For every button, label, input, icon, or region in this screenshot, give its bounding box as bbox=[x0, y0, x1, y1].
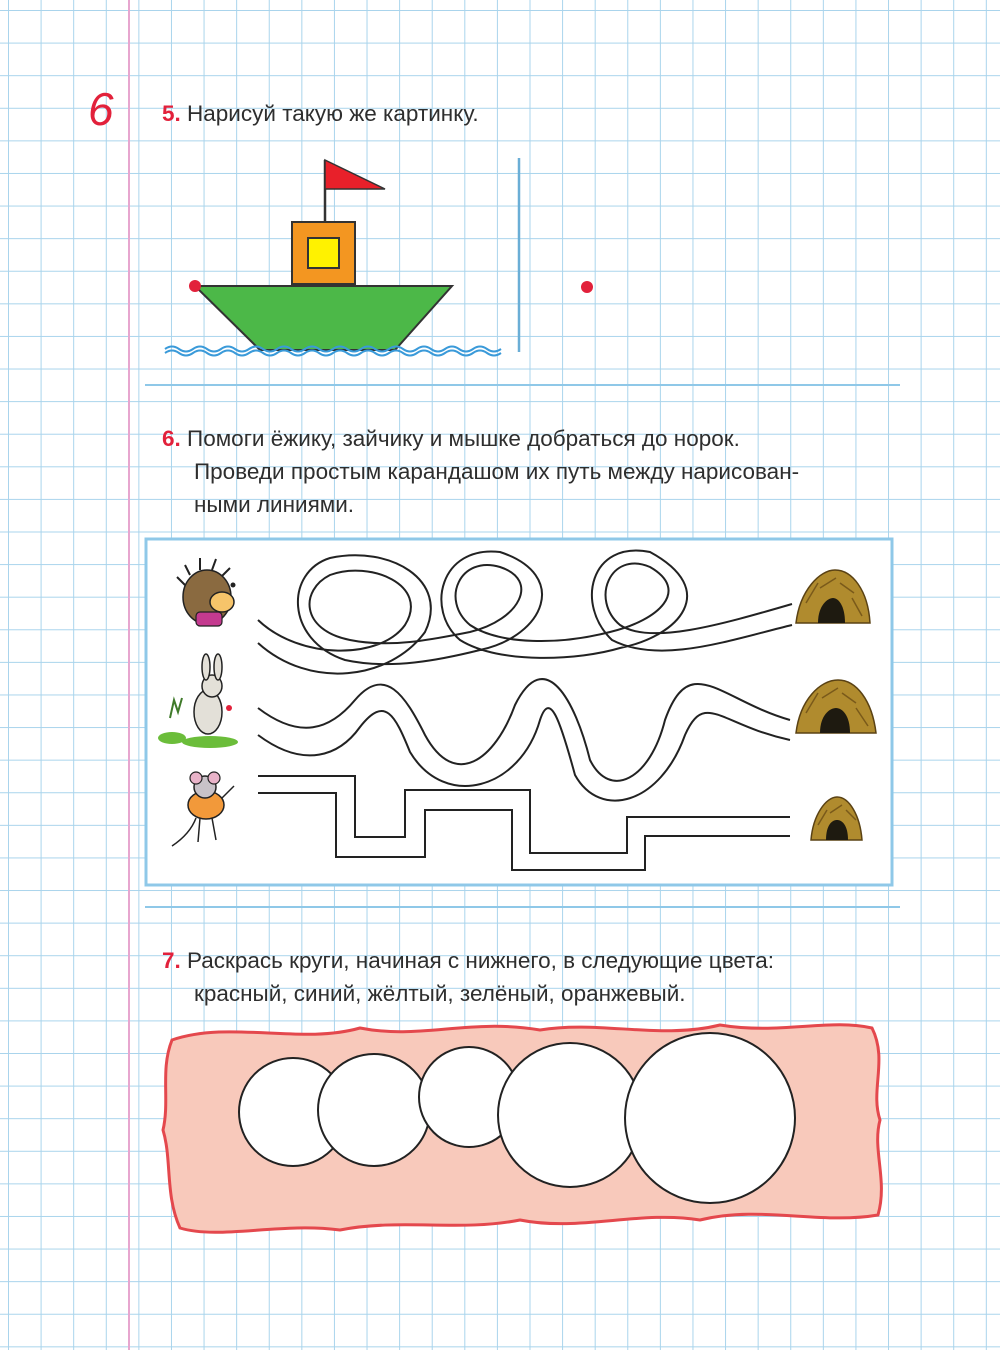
circle-outline bbox=[498, 1043, 642, 1187]
task-line: ными линиями. bbox=[194, 492, 355, 517]
task-number: 7. bbox=[162, 948, 181, 973]
maze-frame bbox=[146, 539, 892, 885]
flag-icon bbox=[325, 160, 385, 189]
boat-window bbox=[308, 238, 339, 268]
task-line: Помоги ёжику, зайчику и мышке добраться до норок. bbox=[187, 426, 740, 451]
circle-outline bbox=[625, 1033, 795, 1203]
task-line: Раскрась круги, начиная с нижнего, в следующие цвета: bbox=[187, 948, 774, 973]
task-line: Проведи простым карандашом их путь между нарисован- bbox=[194, 459, 800, 484]
task-line: красный, синий, жёлтый, зелёный, оранжевый. bbox=[194, 981, 686, 1006]
boat-hull bbox=[195, 286, 452, 350]
task-line: Нарисуй такую же картинку. bbox=[187, 101, 479, 126]
boat-picture bbox=[165, 158, 593, 356]
start-dot bbox=[189, 280, 201, 292]
task-number: 6. bbox=[162, 426, 181, 451]
page-number: 6 bbox=[88, 83, 114, 135]
target-dot bbox=[581, 281, 593, 293]
task-number: 5. bbox=[162, 101, 181, 126]
circle-outline bbox=[318, 1054, 430, 1166]
